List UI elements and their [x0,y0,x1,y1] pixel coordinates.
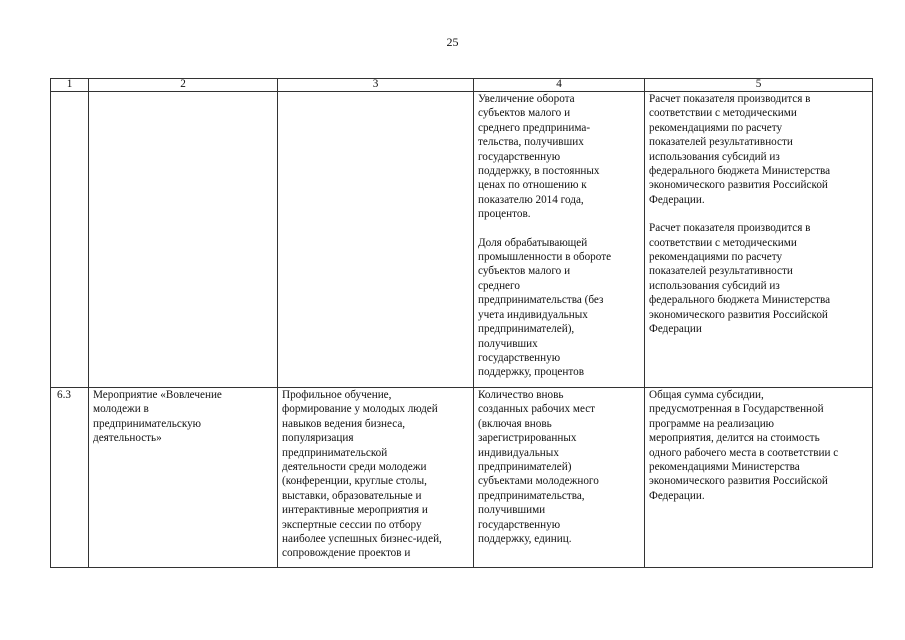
row1-col4-cell [474,92,645,388]
indicator-manufacturing-share-text [478,236,640,380]
calc-method-1-text [649,92,868,207]
text-line: показателей результативности [649,136,793,149]
text-line: учета индивидуальных [478,308,588,321]
text-line: федерального бюджета Министерства [649,165,831,178]
text-line: Количество вновь [478,389,564,401]
text-line: Расчет показателя производится в [649,93,811,105]
text-line: субъектами молодежного [478,475,599,488]
calc-method-3-text [649,388,868,503]
text-line: субъектов малого и [478,107,571,120]
row1-col2-cell [89,92,278,388]
text-line: Увеличение оборота [478,93,575,105]
text-line: мероприятия, делится на стоимость [649,432,820,445]
table-row [51,388,873,568]
text-line: среднего предпринима- [478,121,591,134]
page-number: 25 [446,35,459,49]
text-line: популяризация [282,432,354,445]
text-line: Расчет показателя производится в [649,222,811,235]
text-line: Федерации [649,323,702,336]
text-line: деятельность» [93,432,162,445]
text-line: государственную [478,518,561,531]
text-line: Профильное обучение, [282,389,392,401]
text-line: (конференции, круглые столы, [282,475,427,488]
text-line: использования субсидий из [649,150,780,163]
text-line: Доля обрабатывающей [478,236,588,249]
text-line: деятельности среди молодежи [282,461,427,474]
row2-col4-cell [474,388,645,568]
text-line: предпринимательства (без [478,294,604,307]
text-line: показателей результативности [649,265,793,278]
text-line: федерального бюджета Министерства [649,294,831,307]
program-table [50,78,873,568]
item-number: 6.3 [57,389,71,401]
text-line: предпринимательскую [93,417,202,430]
indicator-turnover-text [478,92,640,222]
header-col-2: 2 [89,79,278,92]
text-line: интерактивные мероприятия и [282,504,428,517]
text-line: наиболее успешных бизнес-идей, [282,533,442,546]
text-line: экономического развития Российской [649,475,828,488]
text-line: индивидуальных [478,446,559,459]
text-line: созданных рабочих мест [478,403,596,416]
calc-method-2-text [649,221,868,336]
text-line: одного рабочего места в соответствии с [649,446,839,459]
text-line: Федерации. [649,193,705,206]
table-header-row [51,79,873,92]
row2-col2-cell [89,388,278,568]
text-line: экономического развития Российской [649,308,828,321]
text-line: Мероприятие «Вовлечение [93,389,222,401]
text-line: экспертные сессии по отбору [282,518,422,531]
text-line: государственную [478,150,561,163]
text-line: промышленности в обороте [478,251,612,264]
text-line: получившими [478,504,546,517]
text-line: поддержку, процентов [478,366,585,379]
text-line: тельства, получивших [478,136,584,149]
table-row [51,92,873,388]
text-line: предпринимателей) [478,461,572,474]
text-line: молодежи в [93,403,149,416]
text-line: использования субсидий из [649,279,780,292]
text-line: предпринимательства, [478,489,585,502]
text-line: ценах по отношению к [478,179,587,192]
text-line: поддержку, единиц. [478,533,572,546]
header-col-4: 4 [474,79,645,92]
text-line: предпринимателей), [478,323,575,336]
text-line: экономического развития Российской [649,179,828,192]
row2-col5-cell [645,388,873,568]
header-col-3: 3 [278,79,474,92]
text-line: сопровождение проектов и [282,547,411,560]
text-line: выставки, образовательные и [282,489,422,502]
text-line: зарегистрированных [478,432,577,445]
row1-col3-cell [278,92,474,388]
text-line: показателю 2014 года, [478,193,584,206]
row2-col3-cell [278,388,474,568]
text-line: государственную [478,351,561,364]
text-line: рекомендациями по расчету [649,121,783,134]
measure-title-text [93,388,273,446]
text-line: навыков ведения бизнеса, [282,417,406,430]
text-line: предусмотренная в Государственной [649,403,824,416]
text-line: предпринимательской [282,446,388,459]
text-line: получивших [478,337,538,350]
indicator-jobs-text [478,388,640,546]
text-line: формирование у молодых людей [282,403,438,416]
text-line: рекомендациями Министерства [649,461,800,474]
header-col-1: 1 [51,79,89,92]
row1-col5-cell [645,92,873,388]
text-line: Федерации. [649,489,705,502]
text-line: соответствии с методическими [649,107,797,120]
text-line: (включая вновь [478,417,552,430]
text-line: субъектов малого и [478,265,571,278]
text-line: поддержку, в постоянных [478,165,600,178]
text-line: программе на реализацию [649,417,775,430]
text-line: соответствии с методическими [649,236,797,249]
header-col-5: 5 [645,79,873,92]
text-line: среднего [478,279,520,292]
text-line: рекомендациями по расчету [649,251,783,264]
text-line: процентов. [478,208,531,221]
row2-col1-cell [51,388,89,568]
text-line: Общая сумма субсидии, [649,389,764,401]
measure-description-text [282,388,469,561]
row1-col1-cell [51,92,89,388]
